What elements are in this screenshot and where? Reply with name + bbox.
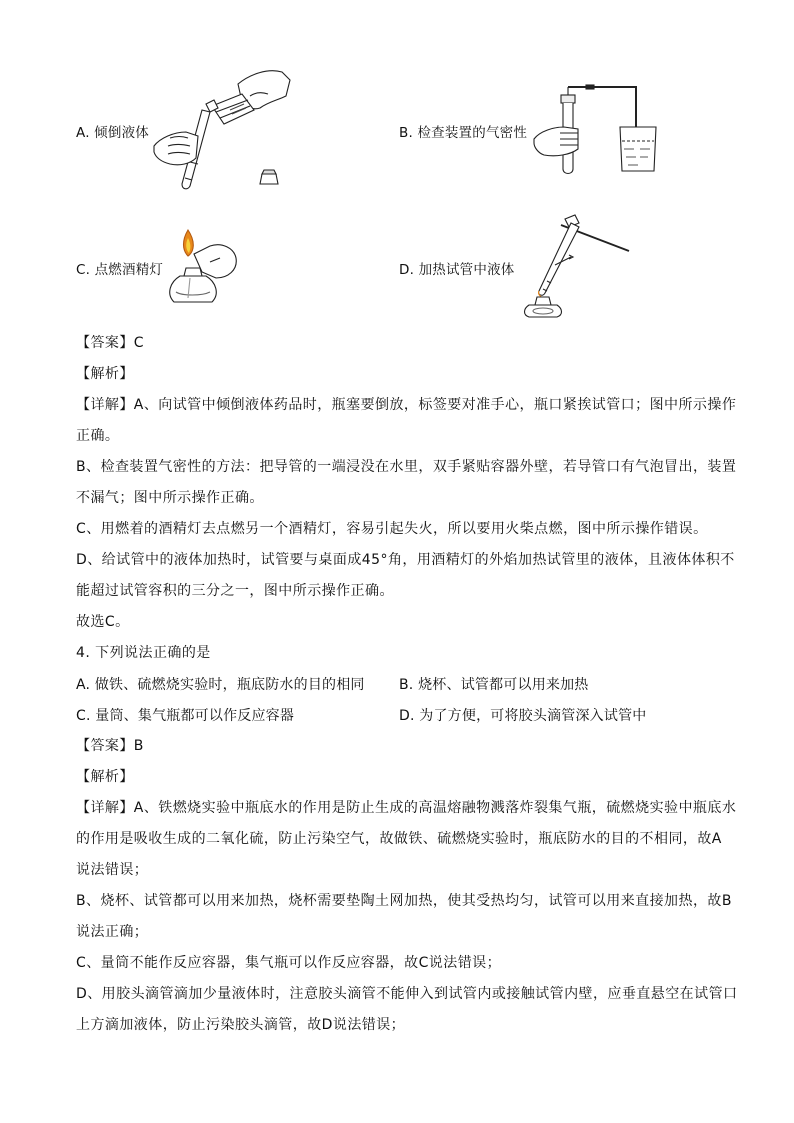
- q4-option-a: A. 做铁、硫燃烧实验时，瓶底防水的目的相同: [76, 677, 365, 693]
- q4-line-3: 说法错误；: [76, 862, 149, 878]
- q3-line-2: 正确。: [76, 428, 120, 444]
- q4-line-2: 的作用是吸收生成的二氧化硫，防止污染空气，故做铁、硫燃烧实验时，瓶底防水的目的不相同，故A: [76, 831, 722, 847]
- q3-answer: 【答案】C: [76, 335, 145, 351]
- q4-line-8: 上方滴加液体，防止污染胶头滴管，故D说法错误；: [76, 1017, 406, 1033]
- pouring-liquid-illustration: [150, 66, 300, 191]
- q4-line-4: B、烧杯、试管都可以用来加热，烧杯需要垫陶土网加热，使其受热均匀，试管可以用来直接加热，故B: [76, 893, 732, 909]
- option-c-label: C. 点燃酒精灯: [76, 262, 164, 278]
- q3-line-6: D、给试管中的液体加热时，试管要与桌面成45°角，用酒精灯的外焰加热试管里的液体，且液体体积不: [76, 552, 735, 568]
- q4-option-d: D. 为了方便，可将胶头滴管深入试管中: [399, 708, 647, 724]
- option-b-label: B. 检查装置的气密性: [399, 125, 528, 141]
- q4-title: 4. 下列说法正确的是: [76, 645, 211, 661]
- q3-line-7: 能超过试管容积的三分之一，图中所示操作正确。: [76, 583, 394, 599]
- q4-line-7: D、用胶头滴管滴加少量液体时，注意胶头滴管不能伸入到试管内或接触试管内壁，应垂直悬空在试管口: [76, 986, 738, 1002]
- q3-line-5: C、用燃着的酒精灯去点燃另一个酒精灯，容易引起失火，所以要用火柴点燃，图中所示操作错误。: [76, 521, 708, 537]
- option-a-label: A. 倾倒液体: [76, 125, 149, 141]
- q3-analysis-tag: 【解析】: [76, 366, 134, 382]
- q4-line-6: C、量筒不能作反应容器，集气瓶可以作反应容器，故C说法错误；: [76, 955, 502, 971]
- q4-option-b: B. 烧杯、试管都可以用来加热: [399, 677, 589, 693]
- q3-line-4: 不漏气；图中所示操作正确。: [76, 490, 264, 506]
- q3-line-8: 故选C。: [76, 614, 130, 630]
- q3-line-3: B、检查装置气密性的方法：把导管的一端浸没在水里，双手紧贴容器外壁，若导管口有气泡冒出，装置: [76, 459, 737, 475]
- heating-liquid-illustration: [517, 211, 642, 321]
- q4-answer: 【答案】B: [76, 738, 144, 754]
- lighting-lamp-illustration: [158, 222, 248, 317]
- q4-analysis-tag: 【解析】: [76, 769, 134, 785]
- q4-line-5: 说法正确；: [76, 924, 149, 940]
- q4-line-1: 【详解】A、铁燃烧实验中瓶底水的作用是防止生成的高温熔融物溅落炸裂集气瓶，硫燃烧实验中瓶底水: [76, 800, 737, 816]
- q3-line-1: 【详解】A、向试管中倾倒液体药品时，瓶塞要倒放，标签要对准手心，瓶口紧挨试管口；图中所示操作: [76, 397, 737, 413]
- q4-option-c: C. 量筒、集气瓶都可以作反应容器: [76, 708, 295, 724]
- airtightness-check-illustration: [530, 83, 670, 178]
- option-d-label: D. 加热试管中液体: [399, 262, 515, 278]
